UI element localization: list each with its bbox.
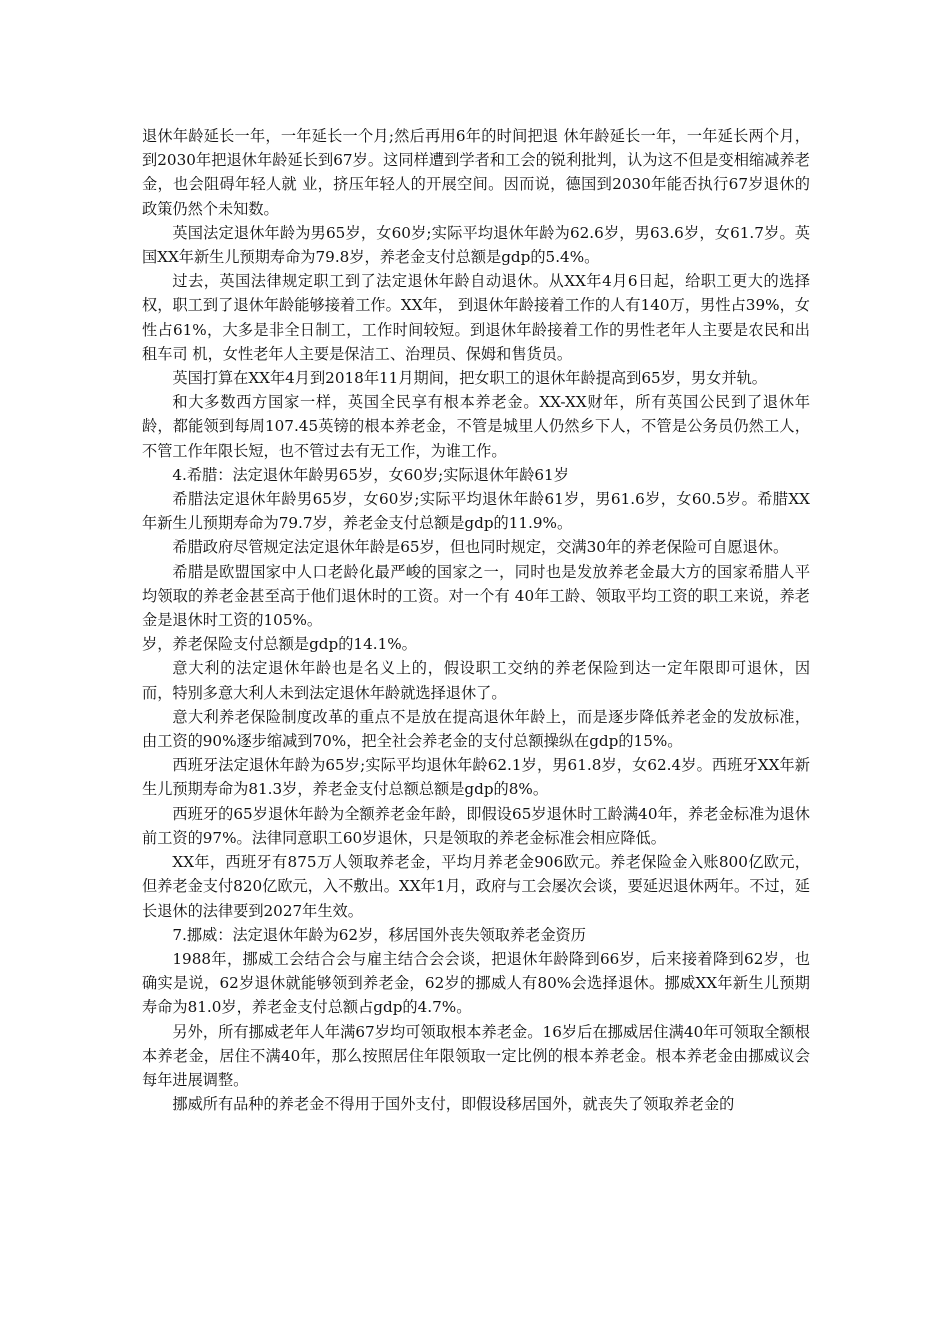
paragraph-7: 希腊法定退休年龄男65岁，女60岁;实际平均退休年龄61岁，男61.6岁，女60.5岁。希腊XX年新生儿预期寿命为79.7岁，养老金支付总额是gdp的11.9%。 bbox=[142, 490, 810, 533]
paragraph-12: 意大利养老保险制度改革的重点不是放在提高退休年龄上，而是逐步降低养老金的发放标准，由工资的90%逐步缩减到70%，把全社会养老金的支付总额操纵在gdp的15%。 bbox=[142, 707, 810, 751]
paragraph-4: 英国打算在XX年4月到2018年11月期间，把女职工的退休年龄提高到65岁，男女并轨。 bbox=[172, 369, 767, 388]
document-page bbox=[142, 124, 810, 1116]
section-heading-norway: 7.挪威：法定退休年龄为62岁，移居国外丧失领取养老金资历 bbox=[172, 925, 586, 944]
paragraph-1: 退休年龄延长一年，一年延长一个月;然后再用6年的时间把退 休年龄延长一年，一年延长两个月，到2030年把退休年龄延长到67岁。这同样遭到学者和工会的锐利批判，认为这不但是变相缩减养老金，也会阻碍年轻人就 业，挤压年轻人的开展空间。因而说，德国到2030年能否执行67岁退休的政策仍然个未知数。 bbox=[142, 127, 810, 218]
paragraph-5: 和大多数西方国家一样，英国全民享有根本养老金。XX-XX财年，所有英国公民到了退休年龄，都能领到每周107.45英镑的根本养老金，不管是城里人仍然乡下人，不管是公务员仍然工人，不管工作年限长短，也不管过去有无工作，为谁工作。 bbox=[142, 393, 810, 460]
paragraph-9: 希腊是欧盟国家中人口老龄化最严峻的国家之一，同时也是发放养老金最大方的国家希腊人平均领取的养老金甚至高于他们退休时的工资。对一个有 40年工龄、领取平均工资的职工来说，养老金是退休时工资的105%。 bbox=[142, 562, 810, 630]
paragraph-2: 英国法定退休年龄为男65岁，女60岁;实际平均退休年龄为62.6岁，男63.6岁，女61.7岁。英国XX年新生儿预期寿命为79.8岁，养老金支付总额是gdp的5.4%。 bbox=[142, 223, 810, 267]
paragraph-19: 挪威所有品种的养老金不得用于国外支付，即假设移居国外，就丧失了领取养老金的 bbox=[172, 1095, 735, 1114]
paragraph-17: 1988年，挪威工会结合会与雇主结合会会谈，把退休年龄降到66岁，后来接着降到62岁，也确实是说，62岁退休就能够领到养老金，62岁的挪威人有80%会选择退休。挪威XX年新生儿预期寿命为81.0岁，养老金支付总额占gdp的4.7%。 bbox=[142, 949, 810, 1017]
paragraph-3: 过去，英国法律规定职工到了法定退休年龄自动退休。从XX年4月6日起，给职工更大的选择权，职工到了退休年龄能够接着工作。XX年， 到退休年龄接着工作的人有140万，男性占39%，女性占61%，大多是非全日制工，工作时间较短。到退休年龄接着工作的男性老年人主要是农民和出租车司 机，女性老年人主要是保洁工、治理员、保姆和售货员。 bbox=[142, 272, 810, 363]
paragraph-10: 岁，养老保险支付总额是gdp的14.1%。 bbox=[142, 635, 417, 654]
section-heading-greece: 4.希腊：法定退休年龄男65岁，女60岁;实际退休年龄61岁 bbox=[172, 465, 569, 484]
paragraph-18: 另外，所有挪威老年人年满67岁均可领取根本养老金。16岁后在挪威居住满40年可领取全额根本养老金，居住不满40年，那么按照居住年限领取一定比例的根本养老金。根本养老金由挪威议会每年进展调整。 bbox=[142, 1022, 810, 1089]
paragraph-8: 希腊政府尽管规定法定退休年龄是65岁，但也同时规定，交满30年的养老保险可自愿退休。 bbox=[172, 538, 789, 557]
paragraph-11: 意大利的法定退休年龄也是名义上的，假设职工交纳的养老保险到达一定年限即可退休，因而，特别多意大利人未到法定退休年龄就选择退休了。 bbox=[142, 659, 810, 702]
paragraph-15: XX年，西班牙有875万人领取养老金，平均月养老金906欧元。养老保险金入账800亿欧元，但养老金支付820亿欧元，入不敷出。XX年1月，政府与工会屡次会谈，要延迟退休两年。不过，延长退休的法律要到2027年生效。 bbox=[142, 853, 810, 920]
paragraph-14: 西班牙的65岁退休年龄为全额养老金年龄，即假设65岁退休时工龄满40年，养老金标准为退休前工资的97%。法律同意职工60岁退休，只是领取的养老金标准会相应降低。 bbox=[142, 804, 810, 847]
paragraph-13: 西班牙法定退休年龄为65岁;实际平均退休年龄62.1岁，男61.8岁，女62.4岁。西班牙XX年新生儿预期寿命为81.3岁，养老金支付总额总额是gdp的8%。 bbox=[142, 756, 810, 799]
